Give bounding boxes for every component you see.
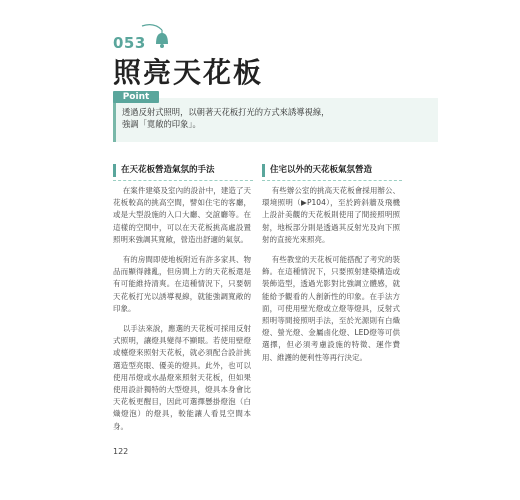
paragraph: 在案件建築及室內的設計中，建造了天花板較高的挑高空間，譬如住宅的客廳，或是大型設施的入口大廳、交誼廳等。在這樣的空間中，可以在天花板挑高處設置照明來強調其寬敞，營造出舒適的氣氛。 — [113, 186, 251, 244]
paragraph: 有些辦公室的挑高天花板會採用辦公、環境照明（▶P104），至於跨斜牆及飛機上設計美觀的天花板則使用了間接照明照射，地板部分則是透過其反射光及向下照射的直接光來照亮。 — [262, 186, 400, 244]
point-text — [122, 106, 422, 130]
paragraph: 有的房間即使地板附近有許多家具、物品而顯得雜亂，但房間上方的天花板還是有可能維持清爽。在這種情況下，只要朝天花板打光以誘導視線，就能強調寬敞的印象。 — [113, 255, 251, 313]
page-number: 122 — [113, 447, 129, 456]
right-heading-rule — [262, 180, 402, 181]
left-heading-rule — [113, 180, 253, 181]
paragraph: 以手法來說，應選的天花板可採用反射式照明，讓燈具變得不顯眼。若使用壁燈或檯燈來照射天花板，就必須配合設計挑選造型亮眼、優美的燈具。此外，也可以使用吊燈或水晶燈來照射天花板，但如果使用設計獨特的大型燈具，燈具本身會比天花板更醒目，因此可選擇懸掛燈泡（白熾燈泡）的燈具，較能讓人看見空間本身。 — [113, 324, 251, 431]
point-tag: Point — [113, 91, 159, 103]
pendant-lamp-icon — [140, 22, 180, 52]
left-column-body — [113, 185, 251, 433]
point-line: 強調「寬敞的印象」。 — [122, 119, 201, 129]
paragraph: 有些教堂的天花板可能搭配了考究的裝飾。在這種情況下，只要照射建築構造或裝飾造型，透過光影對比強調立體感，就能給予觀看的人創新性的印象。在手法方面，可使用壁光燈或立燈等燈具，反射式照明等間接照明手法，至於光源則有白熾燈、螢光燈、金屬鹵化燈、LED燈等可供選擇，但必須考慮設施的特徵、運作費用、維護的便利性等再行決定。 — [262, 255, 400, 362]
point-line: 透過反射式照明，以朝著天花板打光的方式來誘導視線， — [122, 107, 330, 117]
section-number: 053 — [113, 34, 146, 52]
right-column-heading: 住宅以外的天花板氣氛營造 — [262, 164, 372, 177]
left-column-heading: 在天花板營造氣氛的手法 — [113, 164, 215, 177]
page-title: 照亮天花板 — [113, 56, 264, 89]
right-column-body — [262, 185, 400, 364]
